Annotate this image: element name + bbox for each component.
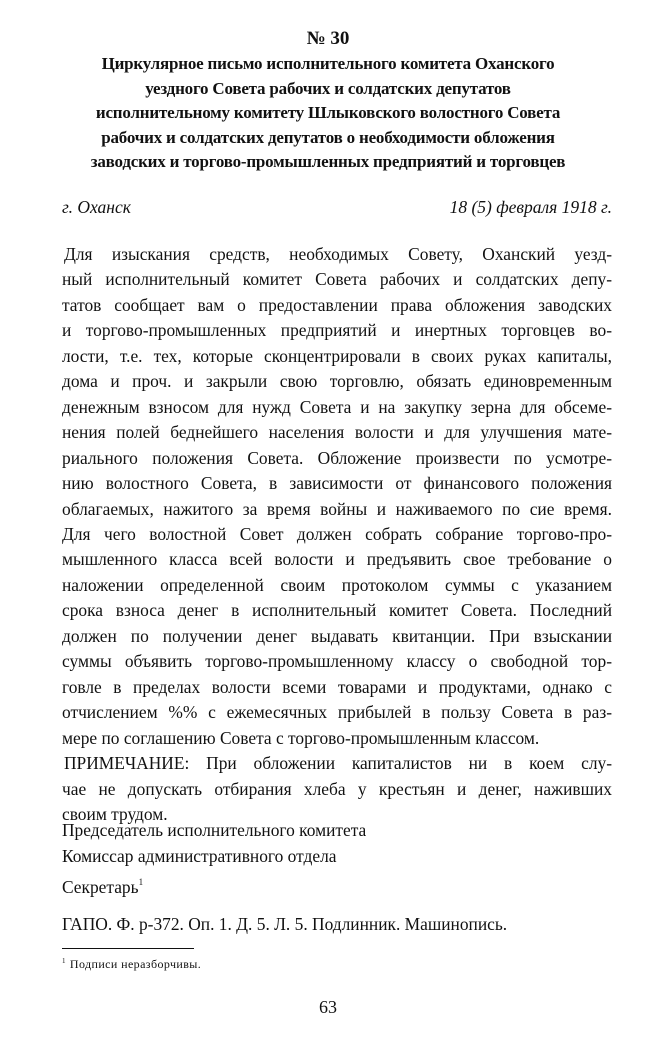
- footnote-divider: [62, 948, 194, 949]
- body-line: риального положения Совета. Обложение произвести по усмотре-: [62, 447, 612, 468]
- body-line: ный исполнительный комитет Совета рабочих и солдатских депу-: [62, 269, 612, 290]
- note-line: ПРИМЕЧАНИЕ: При обложении капиталистов ни в коем слу-: [64, 753, 612, 774]
- body-line: и торгово-промышленных предприятий и инертных торговцев во-: [62, 320, 612, 341]
- body-line: облагаемых, нажитого за время войны и наживаемого по сие время.: [62, 498, 612, 519]
- body-line: суммы объявить торгово-промышленному классу о свободной тор-: [62, 651, 612, 672]
- archive-reference: ГАПО. Ф. р-372. Оп. 1. Д. 5. Л. 5. Подлинник. Машинопись.: [62, 914, 508, 934]
- note-line: чае не допускать отбирания хлеба у крестьян и денег, наживших: [62, 778, 612, 799]
- place-date-line: [62, 197, 612, 218]
- body-line: денежным взносом для нужд Совета и на закупку зерна для обсеме-: [62, 396, 612, 417]
- signature-line-text: Секретарь: [62, 877, 139, 897]
- document-body: [62, 242, 612, 827]
- title-line: рабочих и солдатских депутатов о необходимости обложения: [101, 127, 555, 147]
- footnote-text: Подписи неразборчивы.: [69, 957, 202, 971]
- body-line: мышленного класса всей волости и предъявить свое требование о: [62, 549, 612, 570]
- body-line: Для изыскания средств, необходимых Совету, Оханский уезд-: [64, 244, 612, 264]
- body-line: говле в пределах волости всеми товарами и продуктами, однако с: [62, 676, 612, 697]
- title-line: исполнительному комитету Шлыковского волостного Совета: [95, 103, 561, 122]
- document-date: 18 (5) февраля 1918 г.: [449, 197, 612, 217]
- body-line: нения полей беднейшего населения волости и для улучшения мате-: [62, 422, 612, 443]
- title-line: Циркулярное письмо исполнительного комитета Оханского: [101, 54, 555, 73]
- title-line: заводских и торгово-промышленных предприятий и торговцев: [90, 152, 566, 171]
- footnote-mark: 1: [62, 957, 66, 965]
- document-title: [40, 52, 616, 175]
- body-line: дома и проч. и закрыли свою торговлю, обязать единовременным: [62, 371, 612, 392]
- signature-block: [62, 817, 612, 900]
- body-line: отчислением %% с ежемесячных прибылей в пользу Совета в раз-: [62, 702, 612, 723]
- body-line: мере по соглашению Совета с торгово-промышленным классом.: [62, 727, 540, 748]
- note-line: своим трудом.: [62, 803, 168, 824]
- signature-line: Председатель исполнительного комитета: [62, 820, 367, 840]
- body-line: срока взноса денег в исполнительный комитет Совета. Последний: [62, 600, 612, 621]
- document-place: г. Оханск: [62, 197, 131, 217]
- signature-line: Комиссар административного отдела: [62, 846, 337, 866]
- body-line: Для чего волостной Совет должен собрать собрание торгово-про-: [62, 523, 612, 544]
- body-line: лости, т.е. тех, которые сконцентрировали в своих руках капиталы,: [62, 345, 612, 366]
- document-number: № 30: [306, 28, 350, 49]
- footnote: [62, 957, 612, 972]
- title-line: уездного Совета рабочих и солдатских депутатов: [145, 78, 511, 98]
- body-line: нию волостного Совета, в зависимости от финансового положения: [62, 473, 612, 494]
- signature-line: [62, 869, 612, 900]
- body-line: наложении определенной своим протоколом суммы с указанием: [62, 574, 612, 595]
- page-number: 63: [319, 997, 337, 1017]
- body-line: должен по получении денег выдавать квитанции. При взыскании: [62, 625, 612, 646]
- body-line: татов сообщает вам о предоставлении права обложения заводских: [62, 294, 612, 315]
- footnote-reference: 1: [138, 877, 144, 887]
